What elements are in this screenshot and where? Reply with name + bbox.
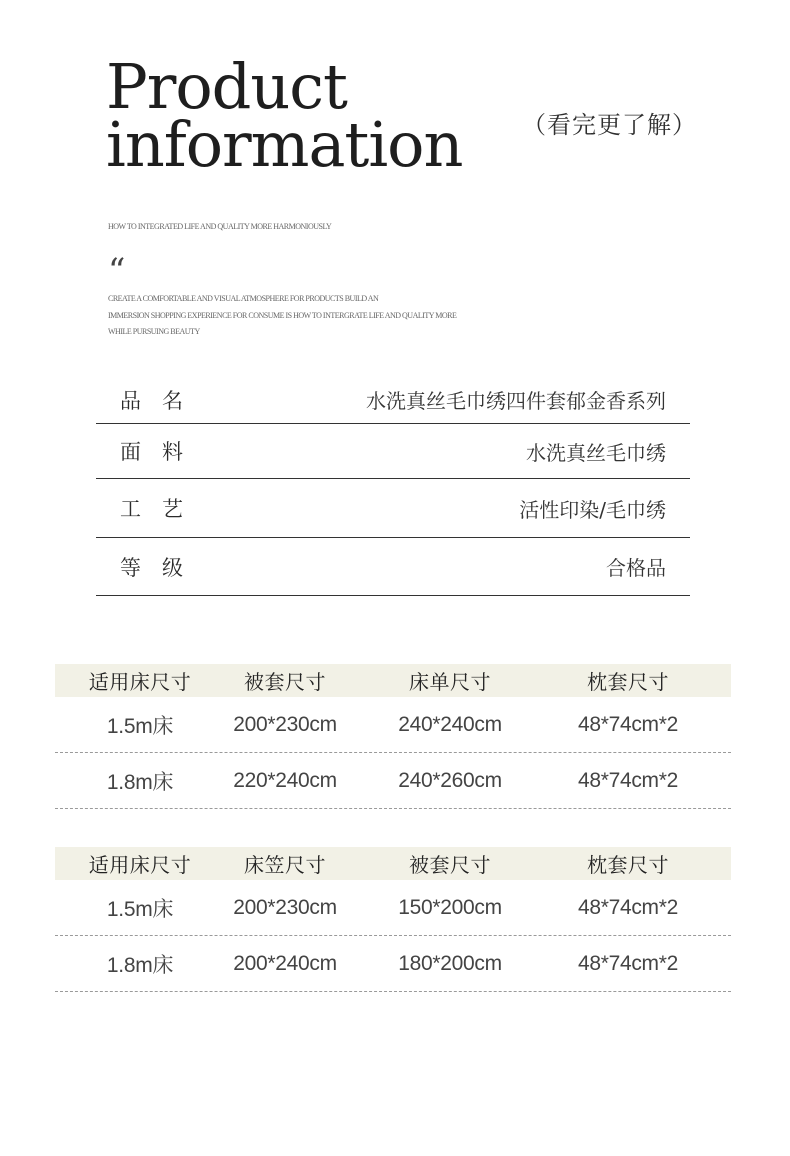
table-cell: 1.8m床 xyxy=(106,953,174,977)
table-cell: 1.8m床 xyxy=(106,770,174,794)
header-cell: 适用床尺寸 xyxy=(88,670,192,694)
header-cell: 床单尺寸 xyxy=(409,670,491,694)
info-label: 品名 xyxy=(120,388,204,413)
info-row-fabric xyxy=(96,424,690,479)
table-cell: 220*240cm xyxy=(233,768,337,792)
table-cell: 48*74cm*2 xyxy=(577,768,679,792)
quote-line: IMMERSION SHOPPING EXPERIENCE FOR CONSUME IS HOW TO INTERGRATE LIFE AND QUALITY MORE xyxy=(108,310,457,320)
info-value: 活性印染/毛巾绣 xyxy=(519,497,666,522)
table-cell: 48*74cm*2 xyxy=(577,895,679,919)
table-cell: 48*74cm*2 xyxy=(577,712,679,736)
table-row xyxy=(55,936,731,992)
table-cell: 200*240cm xyxy=(233,951,337,975)
info-value: 合格品 xyxy=(606,556,666,580)
title-line-2: information xyxy=(106,108,463,181)
tagline: HOW TO INTEGRATED LIFE AND QUALITY MORE HARMONIOUSLY xyxy=(108,222,332,231)
header-cell: 枕套尺寸 xyxy=(587,670,669,694)
header-cell: 枕套尺寸 xyxy=(587,853,669,877)
table-row xyxy=(55,697,731,753)
info-row-product-name xyxy=(96,376,690,424)
info-value: 水洗真丝毛巾绣四件套郁金香系列 xyxy=(366,389,666,413)
title-line-1: Product xyxy=(106,50,347,123)
product-info-table xyxy=(96,376,690,596)
header-cell: 被套尺寸 xyxy=(244,670,326,694)
table-cell: 1.5m床 xyxy=(106,897,174,921)
quote-line: WHILE PURSUING BEAUTY xyxy=(108,327,200,336)
table-cell: 180*200cm xyxy=(398,951,502,975)
table-row xyxy=(55,880,731,936)
info-label: 面料 xyxy=(120,440,204,464)
table-cell: 150*200cm xyxy=(398,895,502,919)
header-cell: 适用床尺寸 xyxy=(88,853,192,877)
header-cell: 床笠尺寸 xyxy=(244,853,326,877)
table-cell: 200*230cm xyxy=(233,895,337,919)
size-table-1 xyxy=(55,664,731,809)
info-label: 等级 xyxy=(120,555,204,580)
table-cell: 240*240cm xyxy=(398,712,502,736)
table-header xyxy=(55,847,731,880)
quote-mark-icon: “ xyxy=(108,251,126,291)
table-cell: 48*74cm*2 xyxy=(577,951,679,975)
quote-line: CREATE A COMFORTABLE AND VISUAL ATMOSPHERE FOR PRODUCTS BUILD AN xyxy=(108,294,379,303)
info-row-craft xyxy=(96,479,690,538)
info-label: 工艺 xyxy=(120,497,204,521)
page-title xyxy=(106,50,463,181)
table-cell: 240*260cm xyxy=(398,768,502,792)
table-row xyxy=(55,753,731,809)
header-cell: 被套尺寸 xyxy=(409,853,491,877)
table-cell: 1.5m床 xyxy=(106,714,174,738)
table-header xyxy=(55,664,731,697)
size-table-2 xyxy=(55,847,731,992)
table-cell: 200*230cm xyxy=(233,712,337,736)
info-value: 水洗真丝毛巾绣 xyxy=(526,440,666,465)
quote-text xyxy=(108,291,456,341)
info-row-grade xyxy=(96,538,690,596)
title-note: （看完更了解） xyxy=(522,111,697,139)
